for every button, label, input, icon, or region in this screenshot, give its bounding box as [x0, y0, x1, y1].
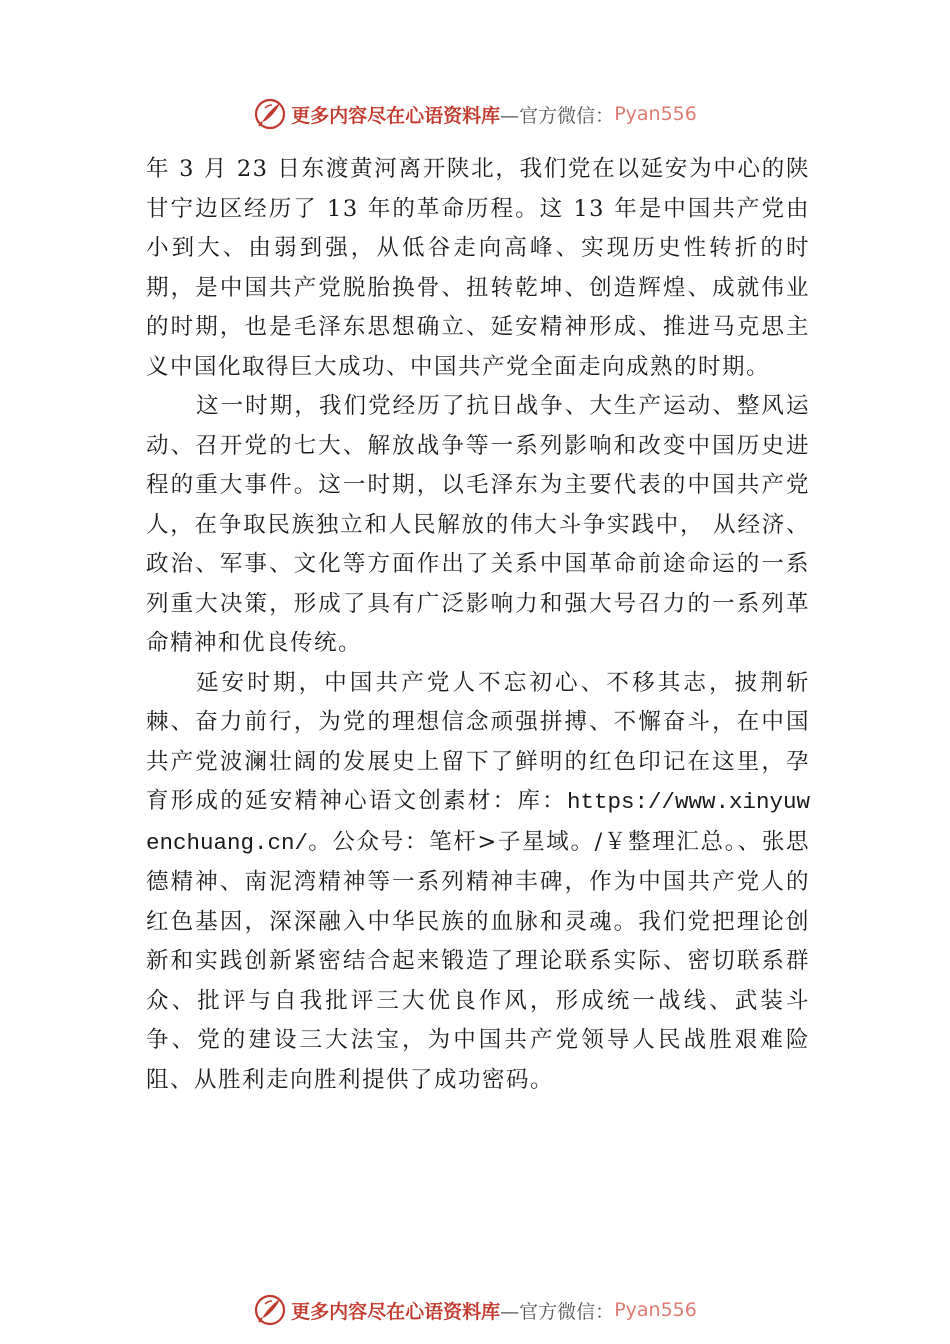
- banner-title: 更多内容尽在心语资料库: [291, 104, 501, 127]
- banner-wechat-label: —官方微信：: [500, 104, 615, 127]
- banner-title: 更多内容尽在心语资料库: [291, 1300, 501, 1323]
- paragraph-1: 年 3 月 23 日东渡黄河离开陕北，我们党在以延安为中心的陕甘宁边区经历了 13 年的革命历程。这 13 年是中国共产党由小到大、由弱到强，从低谷走向高峰、实现历史性转折的时期，是中国共产党脱胎换骨、扭转乾坤、创造辉煌、成就伟业的时期，也是毛泽东思想确立、延安精神形成、推进马克思主义中国化取得巨大成功、中国共产党全面走向成熟的时期。: [146, 156, 810, 380]
- footer-banner: [0, 1290, 950, 1330]
- paragraph-2: 这一时期，我们党经历了抗日战争、大生产运动、整风运动、召开党的七大、解放战争等一系列影响和改变中国历史进程的重大事件。这一时期，以毛泽东为主要代表的中国共产党人，在争取民族独立和人民解放的伟大斗争实践中， 从经济、政治、军事、文化等方面作出了关系中国革命前途命运的一系列重大决策，形成了具有广泛影响力和强大号召力的一系列革命精神和优良传统。: [146, 393, 810, 656]
- quill-pen-logo-icon: [253, 1293, 287, 1327]
- document-body: [146, 150, 810, 1100]
- banner-wechat-label: —官方微信：: [500, 1300, 615, 1323]
- website-link[interactable]: https://www.xinyuwenchuang.cn/: [146, 789, 810, 856]
- paragraph-3-text-a: 延安时期，中国共产党人不忘初心、不移其志，披荆斩棘、奋力前行，为党的理想信念顽强拼搏、不懈奋斗，在中国共产党波澜壮阔的发展史上留下了鲜明的红色印记在这里，孕育形成的延安精神心语文创素材：库：: [146, 669, 810, 814]
- paragraph-3: [146, 664, 810, 1101]
- banner-wechat-id: Pyan556: [614, 1299, 697, 1321]
- header-banner: [0, 94, 950, 134]
- quill-pen-logo-icon: [253, 97, 287, 131]
- paragraph-3-text-b: 。公众号：笔杆>子星域。/￥整理汇总。、张思德精神、南泥湾精神等一系列精神丰碑，作为中国共产党人的红色基因，深深融入中华民族的血脉和灵魂。我们党把理论创新和实践创新紧密结合起来锻造了理论联系实际、密切联系群众、批评与自我批评三大优良作风，形成统一战线、武装斗争、党的建设三大法宝，为中国共产党领导人民战胜艰难险阻、从胜利走向胜利提供了成功密码。: [146, 828, 810, 1093]
- banner-wechat-id: Pyan556: [614, 103, 697, 125]
